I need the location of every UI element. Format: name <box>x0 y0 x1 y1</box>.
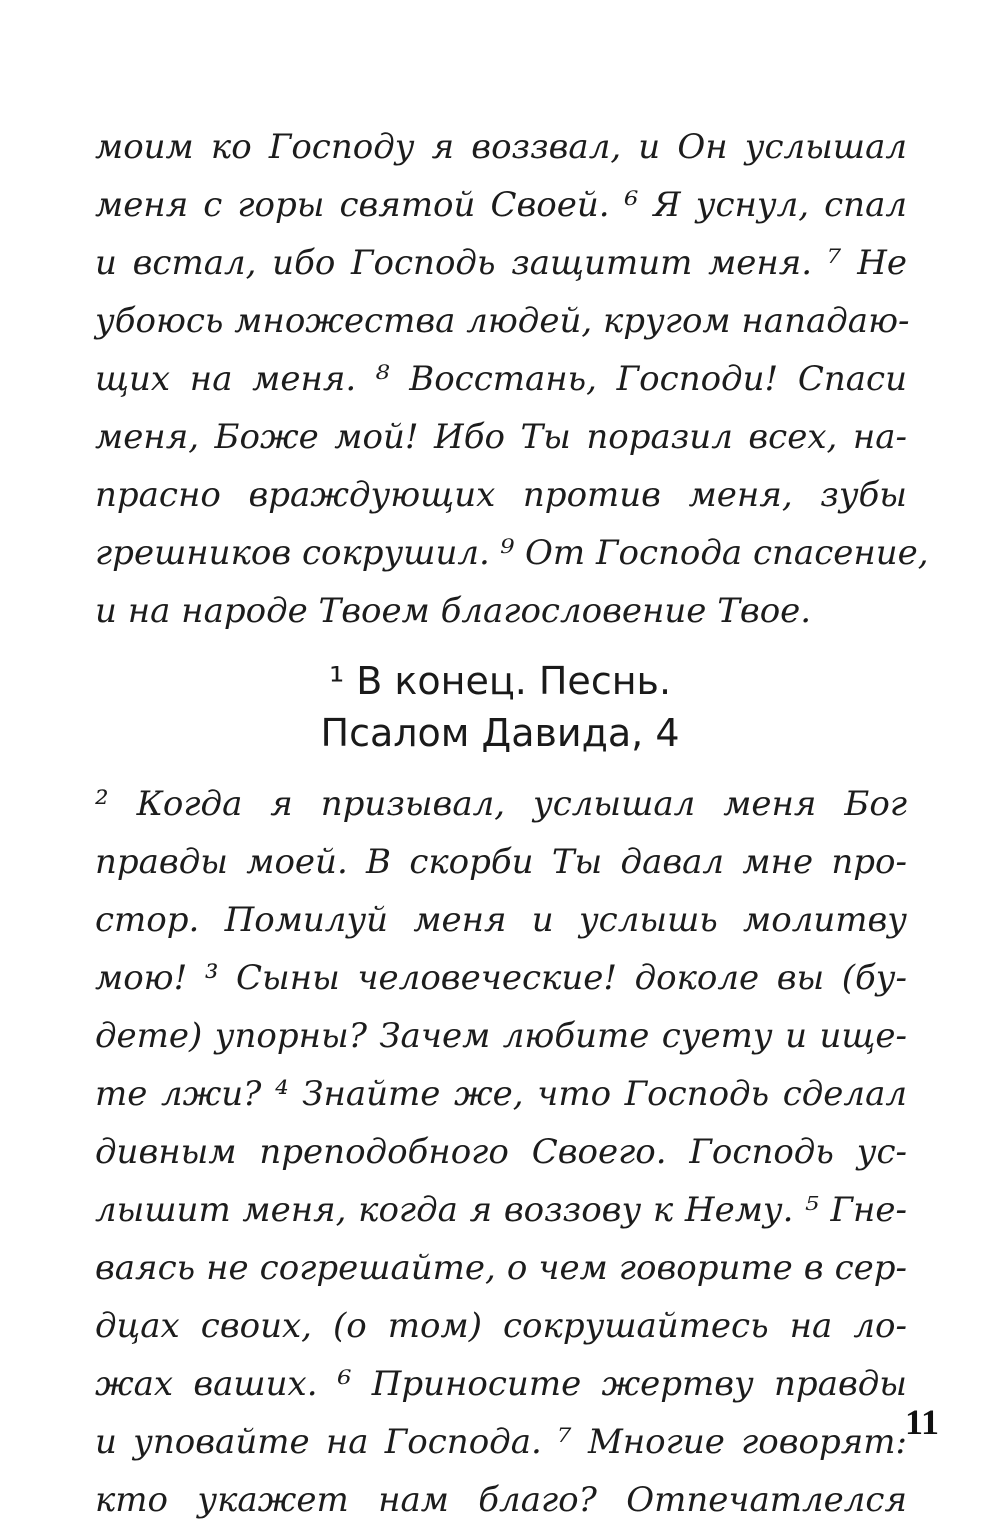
text-line: прасно враждующих против меня, зубы <box>95 475 907 515</box>
psalm-4-text <box>95 775 907 1529</box>
page-number: 11 <box>905 1402 940 1442</box>
text-line: убоюсь множества людей, кругом нападаю- <box>95 301 910 341</box>
text-line: дцах своих, (о том) сокрушайтесь на ло- <box>95 1306 907 1346</box>
text-line: и уповайте на Господа. ⁷ Многие говорят: <box>95 1422 907 1462</box>
text-line: дете) упорны? Зачем любите суету и ище- <box>95 1016 907 1056</box>
text-line: и на народе Твоем благословение Твое. <box>95 591 812 631</box>
text-line: ² Когда я призывал, услышал меня Бог <box>95 784 907 824</box>
text-line: щих на меня. ⁸ Восстань, Господи! Спаси <box>95 359 907 399</box>
text-line: те лжи? ⁴ Знайте же, что Господь сделал <box>95 1074 907 1114</box>
text-line: меня с горы святой Своей. ⁶ Я уснул, спал <box>95 185 907 225</box>
text-line: и встал, ибо Господь защитит меня. ⁷ Не <box>95 243 907 283</box>
text-line: правды моей. В скорби Ты давал мне про- <box>95 842 907 882</box>
text-line: кто укажет нам благо? Отпечатлелся <box>95 1480 907 1520</box>
text-line: моим ко Господу я воззвал, и Он услышал <box>95 127 907 167</box>
psalm-heading-line-1: ¹ В конец. Песнь. <box>328 659 672 703</box>
psalm-heading-line-2: Псалом Давида, 4 <box>320 711 680 755</box>
text-line: жах ваших. ⁶ Приносите жертву правды <box>95 1364 907 1404</box>
text-line: мою! ³ Сыны человеческие! доколе вы (бу- <box>95 958 907 998</box>
text-line: дивным преподобного Своего. Господь ус- <box>95 1132 907 1172</box>
text-line: лышит меня, когда я воззову к Нему. ⁵ Гне- <box>95 1190 907 1230</box>
text-line: грешников сокрушил. ⁹ От Господа спасение, <box>95 533 929 573</box>
psalm-3-continuation <box>95 118 929 640</box>
text-line: меня, Боже мой! Ибо Ты поразил всех, на- <box>95 417 907 457</box>
text-line: стор. Помилуй меня и услышь молитву <box>95 900 907 940</box>
text-line: ваясь не согрешайте, о чем говорите в сер- <box>95 1248 907 1288</box>
